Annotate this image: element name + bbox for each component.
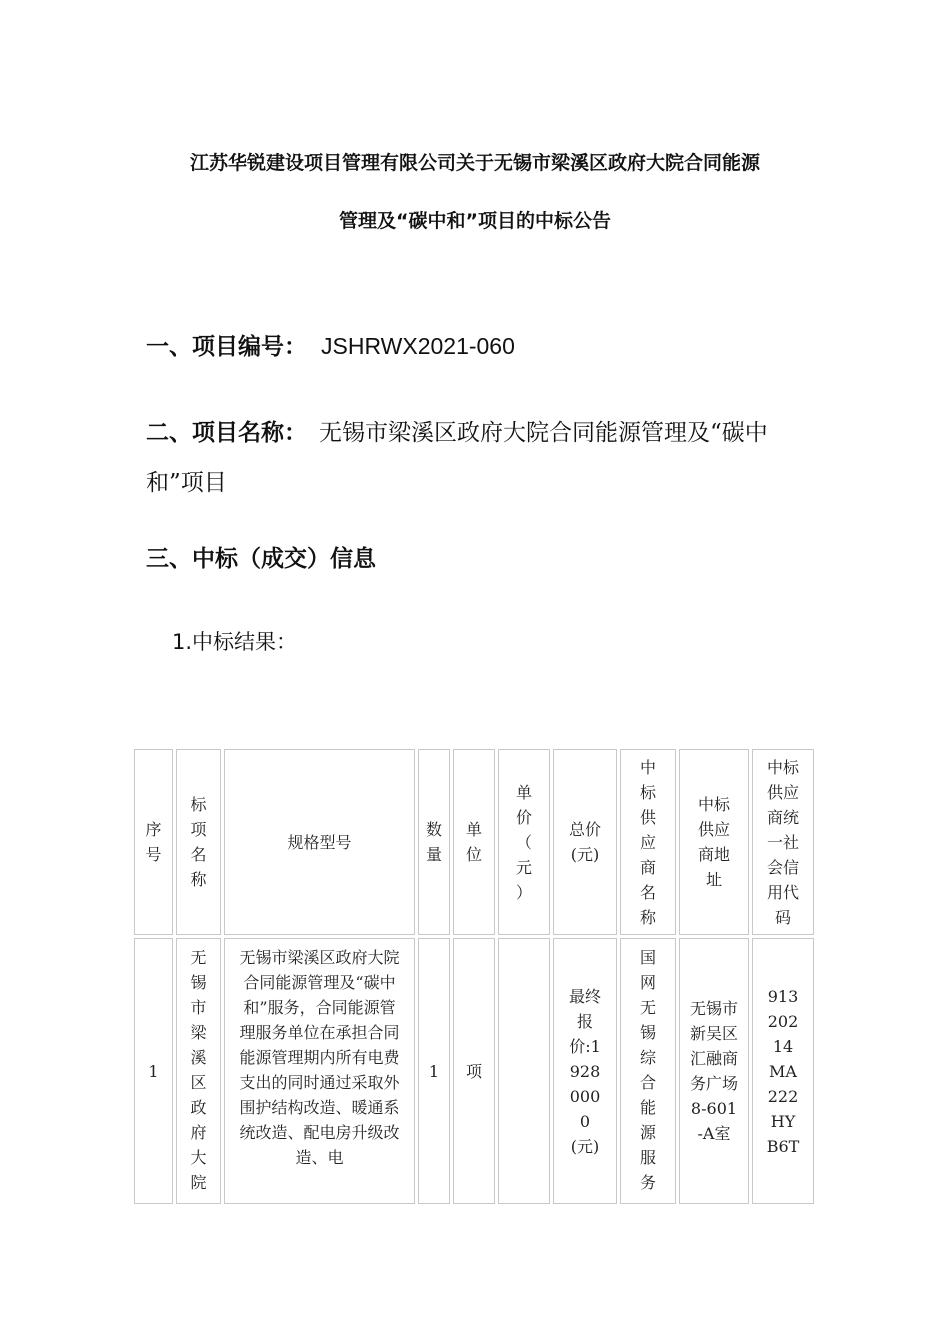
cell-quantity: 1 xyxy=(418,938,450,1204)
header-cell-quantity: 数量 xyxy=(418,749,450,935)
cell-credit-code: 91320214MA222HYB6T xyxy=(752,938,814,1204)
header-cell-item-name: 标项名称 xyxy=(176,749,221,935)
project-name-label: 二、项目名称： xyxy=(146,420,307,446)
header-cell-spec: 规格型号 xyxy=(224,749,415,935)
header-cell-supplier-address: 中标供应商地址 xyxy=(679,749,749,935)
bid-result-table-wrapper xyxy=(131,746,817,1207)
title-line-2: 管理及“碳中和”项目的中标公告 xyxy=(339,210,611,232)
table-row xyxy=(134,938,814,1204)
cell-unit-price xyxy=(498,938,550,1204)
table-header-row xyxy=(134,749,814,935)
cell-item-name: 无锡市梁溪区政府大院 xyxy=(176,938,221,1204)
cell-unit: 项 xyxy=(453,938,495,1204)
cell-index: 1 xyxy=(134,938,173,1204)
bid-info-heading: 三、中标（成交）信息 xyxy=(146,546,376,572)
project-number-value: JSHRWX2021-060 xyxy=(321,333,515,359)
announcement-title xyxy=(100,134,850,250)
project-name-section xyxy=(146,408,814,508)
cell-spec: 无锡市梁溪区政府大院合同能源管理及“碳中和”服务，合同能源管理服务单位在承担合同能源管理期内所有电费支出的同时通过采取外围护结构改造、暖通系统改造、配电房升级改造、电 xyxy=(224,938,415,1204)
cell-supplier-name: 国网无锡综合能源服务 xyxy=(620,938,676,1204)
cell-supplier-address: 无锡市新吴区汇融商务广场8-601-A室 xyxy=(679,938,749,1204)
cell-total-price: 最终报价:19280000(元) xyxy=(553,938,617,1204)
project-number-section xyxy=(146,328,515,361)
project-number-label: 一、项目编号： xyxy=(146,334,307,360)
header-cell-index: 序号 xyxy=(134,749,173,935)
project-name-value: 无锡市梁溪区政府大院合同能源管理及“碳中和”项目 xyxy=(146,420,768,496)
title-line-1: 江苏华锐建设项目管理有限公司关于无锡市梁溪区政府大院合同能源 xyxy=(189,152,760,174)
header-cell-unit-price: 单价（元） xyxy=(498,749,550,935)
header-cell-supplier-name: 中标供应商名称 xyxy=(620,749,676,935)
bid-result-table xyxy=(131,746,817,1207)
header-cell-total-price: 总价(元) xyxy=(553,749,617,935)
bid-result-subheading: 1.中标结果： xyxy=(172,630,298,654)
header-cell-credit-code: 中标供应商统一社会信用代码 xyxy=(752,749,814,935)
header-cell-unit: 单位 xyxy=(453,749,495,935)
